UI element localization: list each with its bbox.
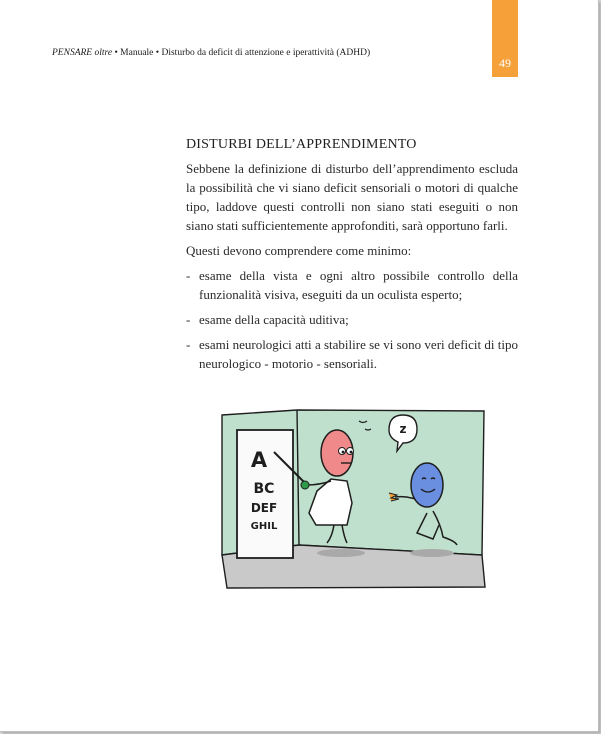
eye-exam-illustration (219, 405, 488, 591)
chart-row-3: DEF (250, 501, 278, 515)
doctor-shadow (317, 549, 365, 557)
eye-chart (237, 430, 293, 558)
exam-list (186, 266, 518, 373)
running-header (52, 48, 370, 58)
patient-head (411, 463, 443, 507)
list-item-text: esame della capacità uditiva; (199, 312, 349, 327)
page-number-tab (492, 0, 518, 77)
series-title: PENSARE oltre (52, 48, 113, 58)
list-dash: - (186, 268, 191, 283)
list-dash: - (186, 312, 191, 327)
chart-row-1: A (250, 448, 268, 472)
requirements-paragraph: Questi devono comprendere come minimo: (186, 243, 412, 258)
page-number: 49 (499, 56, 511, 70)
chart-row-4: GHIL (250, 521, 278, 532)
sleep-z: z (399, 422, 407, 436)
list-item-text: esami neurologici atti a stabilire se vi sono veri deficit di tipo neurologico - motorio - sensoriali. (199, 337, 518, 371)
manual-label: Manuale (120, 48, 154, 58)
chart-row-2: BC (253, 481, 275, 497)
list-item (186, 335, 518, 373)
header-separator-2: • (153, 48, 162, 58)
intro-paragraph: Sebbene la definizione di disturbo dell’apprendimento escluda la possibilità che vi siano deficit sensoriali o motori di qualche tipo, laddove questi controlli non siano stati eseguiti o non siano stati sufficientemente approfonditi, sarà opportuno farli. (186, 161, 518, 233)
list-dash: - (186, 337, 191, 352)
list-item (186, 310, 518, 329)
header-separator-1: • (112, 48, 121, 58)
patient-shadow (410, 549, 454, 557)
list-item (186, 266, 518, 304)
section-title: DISTURBI DELL’APPRENDIMENTO (186, 137, 417, 152)
list-item-text: esame della vista e ogni altro possibile controllo della funzionalità visiva, eseguiti da un oculista esperto; (199, 268, 518, 302)
topic-title: Disturbo da deficit di attenzione e iperattività (ADHD) (161, 48, 371, 58)
main-content (186, 137, 518, 379)
